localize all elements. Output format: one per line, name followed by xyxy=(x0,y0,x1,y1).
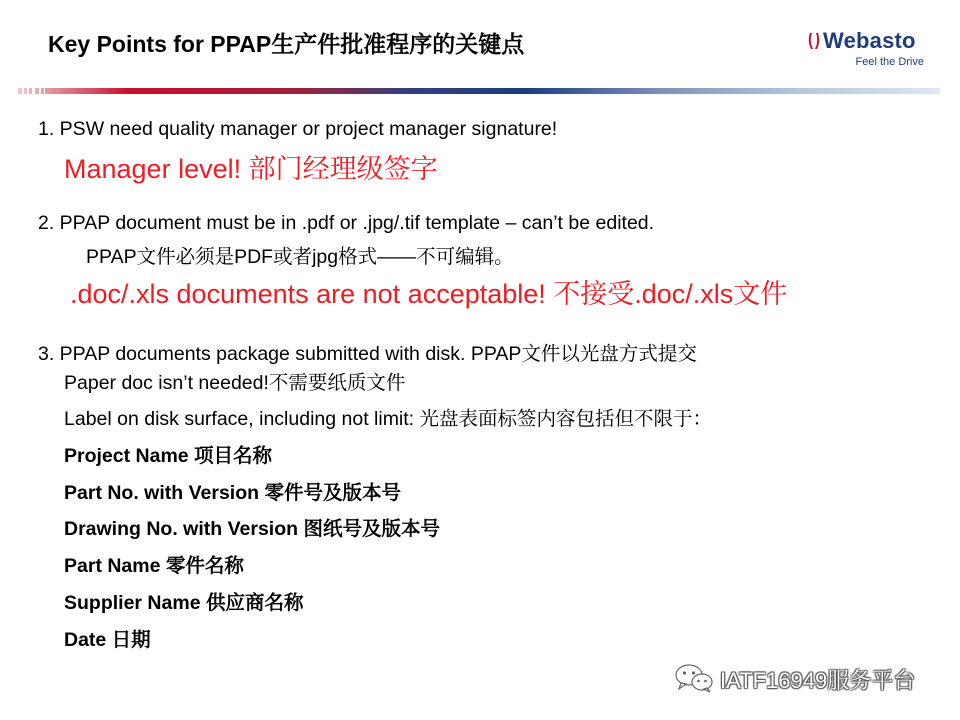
watermark-text: IATF16949服务平台 xyxy=(720,668,916,693)
logo-wordmark: Webasto xyxy=(823,28,916,53)
item-3-note: Paper doc isn’t needed!不需要纸质文件 xyxy=(64,372,406,394)
wechat-icon xyxy=(674,663,714,693)
watermark xyxy=(674,660,934,696)
label-item-part-no: Part No. with Version 零件号及版本号 xyxy=(64,482,401,504)
label-item-part-name: Part Name 零件名称 xyxy=(64,555,244,577)
label-item-date: Date 日期 xyxy=(64,629,151,651)
item-2-translation: PPAP文件必须是PDF或者jpg格式——不可编辑。 xyxy=(86,246,514,268)
item-1-highlight: Manager level! 部门经理级签字 xyxy=(64,154,438,184)
item-3-text: 3. PPAP documents package submitted with disk. PPAP文件以光盘方式提交 xyxy=(38,343,697,365)
item-2-text: 2. PPAP document must be in .pdf or .jpg/.tif template – can’t be edited. xyxy=(38,212,655,234)
item-2-highlight: .doc/.xls documents are not acceptable! 不接受.doc/.xls文件 xyxy=(70,279,788,309)
label-item-project-name: Project Name 项目名称 xyxy=(64,445,273,467)
slide-title: Key Points for PPAP生产件批准程序的关键点 xyxy=(48,31,525,57)
label-item-drawing-no: Drawing No. with Version 图纸号及版本号 xyxy=(64,518,440,540)
item-3-label-intro: Label on disk surface, including not limit: 光盘表面标签内容包括但不限于： xyxy=(64,408,713,430)
logo-tagline: Feel the Drive xyxy=(855,56,924,68)
item-1-text: 1. PSW need quality manager or project manager signature! xyxy=(38,118,558,140)
label-item-supplier-name: Supplier Name 供应商名称 xyxy=(64,592,304,614)
